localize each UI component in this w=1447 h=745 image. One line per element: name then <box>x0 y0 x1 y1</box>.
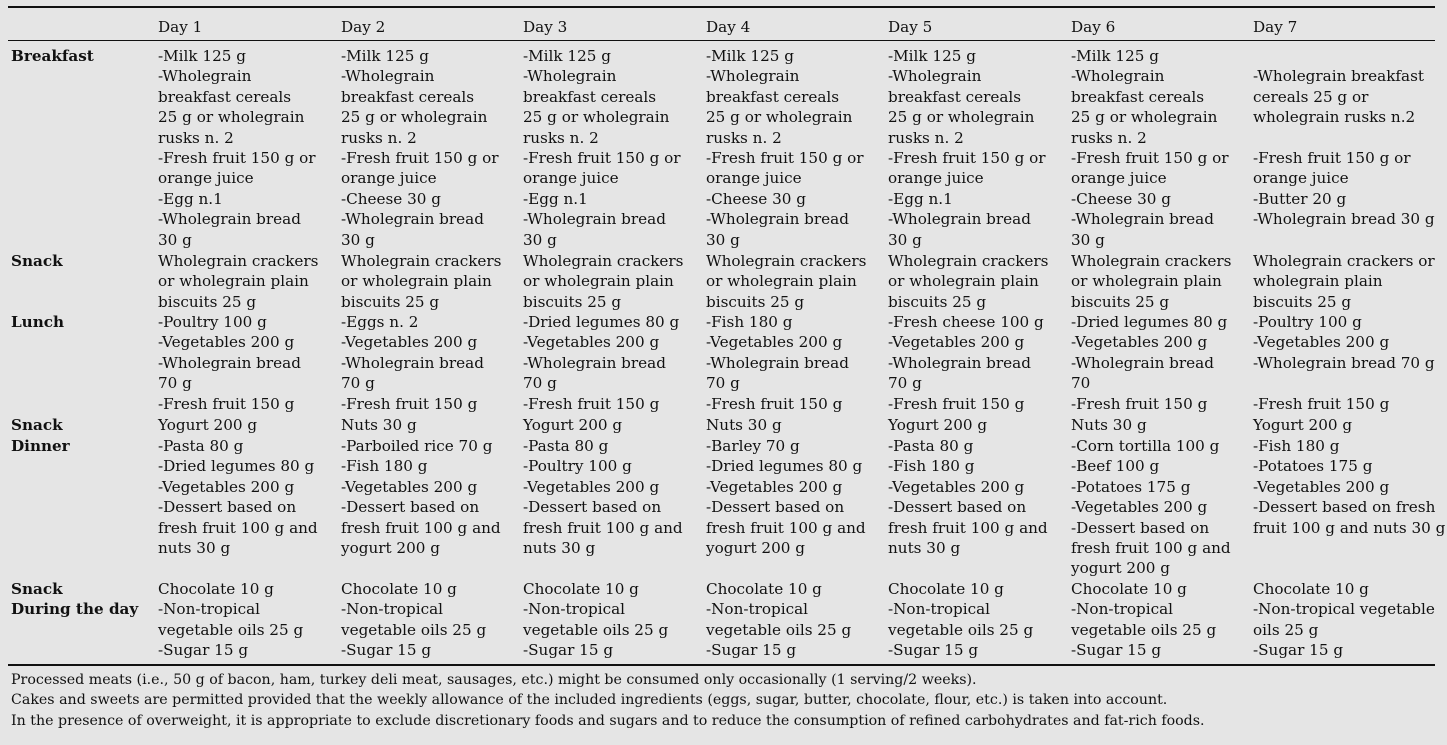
table-cell: Nuts 30 g <box>1071 416 1147 434</box>
table-cell: Yogurt 200 g <box>888 416 988 434</box>
table-cell: -Fresh cheese 100 g -Vegetables 200 g -Wholegrain bread 70 g -Fresh fruit 150 g <box>888 313 1044 413</box>
table-cell: Nuts 30 g <box>706 416 782 434</box>
table-cell: -Poultry 100 g -Vegetables 200 g -Wholegrain bread 70 g -Fresh fruit 150 g <box>1253 313 1435 413</box>
table-cell: Chocolate 10 g -Non-tropical vegetable oils 25 g -Sugar 15 g <box>706 580 852 660</box>
footnote: Processed meats (i.e., 50 g of bacon, ham, turkey deli meat, sausages, etc.) might be consumed only occasionally (1 serving/2 weeks). <box>11 672 977 688</box>
table-cell: -Milk 125 g -Wholegrain breakfast cereals 25 g or wholegrain rusks n. 2 -Fresh fruit 150 g or orange juice -Cheese 30 g -Wholegrain bread 30 g <box>341 47 499 249</box>
row-label: Breakfast <box>11 47 94 65</box>
row-label: Dinner <box>11 437 70 455</box>
row-label: Lunch <box>11 313 65 331</box>
table-cell: -Pasta 80 g -Dried legumes 80 g -Vegetables 200 g -Dessert based on fresh fruit 100 g and nuts 30 g <box>158 437 318 558</box>
table-cell: Chocolate 10 g -Non-tropical vegetable oils 25 g -Sugar 15 g <box>158 580 304 660</box>
row-label: Snack <box>11 580 63 598</box>
table-cell: Wholegrain crackers or wholegrain plain biscuits 25 g <box>523 252 684 311</box>
table-cell: Wholegrain crackers or wholegrain plain biscuits 25 g <box>888 252 1049 311</box>
column-header-day-3: Day 3 <box>523 18 568 36</box>
row-label: During the day <box>11 600 139 619</box>
column-header-day-6: Day 6 <box>1071 18 1116 36</box>
table-cell: Nuts 30 g <box>341 416 417 434</box>
table-cell: -Milk 125 g -Wholegrain breakfast cereals 25 g or wholegrain rusks n. 2 -Fresh fruit 150 g or orange juice -Egg n.1 -Wholegrain bread 30 g <box>888 47 1046 249</box>
table-cell: Chocolate 10 g -Non-tropical vegetable oils 25 g -Sugar 15 g <box>523 580 669 660</box>
footnote: Cakes and sweets are permitted provided that the weekly allowance of the included ingredients (eggs, sugar, butter, chocolate, flour, etc.) is taken into account. <box>11 692 1168 708</box>
column-header-day-1: Day 1 <box>158 18 203 36</box>
table-cell: Chocolate 10 g -Non-tropical vegetable oils 25 g -Sugar 15 g <box>888 580 1034 660</box>
row-label: Snack <box>11 416 63 434</box>
table-cell: -Eggs n. 2 -Vegetables 200 g -Wholegrain bread 70 g -Fresh fruit 150 g <box>341 313 484 413</box>
table-cell: -Poultry 100 g -Vegetables 200 g -Wholegrain bread 70 g -Fresh fruit 150 g <box>158 313 301 413</box>
table-cell: Wholegrain crackers or wholegrain plain biscuits 25 g <box>158 252 319 311</box>
row-label: Snack <box>11 252 63 270</box>
table-header-rule <box>8 40 1435 41</box>
table-cell: Chocolate 10 g -Non-tropical vegetable oils 25 g -Sugar 15 g <box>1071 580 1217 660</box>
table-cell: -Parboiled rice 70 g -Fish 180 g -Vegetables 200 g -Dessert based on fresh fruit 100 g and yogurt 200 g <box>341 437 501 558</box>
table-cell: -Fish 180 g -Vegetables 200 g -Wholegrain bread 70 g -Fresh fruit 150 g <box>706 313 849 413</box>
footnote: In the presence of overweight, it is appropriate to exclude discretionary foods and sugars and to reduce the consumption of refined carbohydrates and fat-rich foods. <box>11 713 1205 729</box>
table-cell: Chocolate 10 g -Non-tropical vegetable oils 25 g -Sugar 15 g <box>1253 580 1435 660</box>
table-top-rule <box>8 6 1435 8</box>
table-cell: Yogurt 200 g <box>523 416 623 434</box>
table-cell: -Pasta 80 g -Fish 180 g -Vegetables 200 g -Dessert based on fresh fruit 100 g and nuts 30 g <box>888 437 1048 558</box>
table-cell: -Corn tortilla 100 g -Beef 100 g -Potatoes 175 g -Vegetables 200 g -Dessert based on fresh fruit 100 g and yogurt 200 g <box>1071 437 1231 578</box>
column-header-day-5: Day 5 <box>888 18 933 36</box>
table-cell: Yogurt 200 g <box>158 416 258 434</box>
table-cell: -Milk 125 g -Wholegrain breakfast cereals 25 g or wholegrain rusks n. 2 -Fresh fruit 150 g or orange juice -Cheese 30 g -Wholegrain bread 30 g <box>706 47 864 249</box>
table-cell: Wholegrain crackers or wholegrain plain biscuits 25 g <box>341 252 502 311</box>
table-bottom-rule <box>8 664 1435 666</box>
table-cell: -Milk 125 g -Wholegrain breakfast cereals 25 g or wholegrain rusks n. 2 -Fresh fruit 150 g or orange juice -Egg n.1 -Wholegrain bread 30 g <box>158 47 316 249</box>
column-header-day-7: Day 7 <box>1253 18 1298 36</box>
table-cell: -Dried legumes 80 g -Vegetables 200 g -Wholegrain bread 70 -Fresh fruit 150 g <box>1071 313 1228 413</box>
table-cell: -Milk 125 g -Wholegrain breakfast cereals 25 g or wholegrain rusks n. 2 -Fresh fruit 150 g or orange juice -Egg n.1 -Wholegrain bread 30 g <box>523 47 681 249</box>
table-cell: -Fish 180 g -Potatoes 175 g -Vegetables 200 g -Dessert based on fresh fruit 100 g and nuts 30 g <box>1253 437 1446 537</box>
table-cell: -Dried legumes 80 g -Vegetables 200 g -Wholegrain bread 70 g -Fresh fruit 150 g <box>523 313 680 413</box>
table-cell: Wholegrain crackers or wholegrain plain biscuits 25 g <box>1071 252 1232 311</box>
table-cell: Chocolate 10 g -Non-tropical vegetable oils 25 g -Sugar 15 g <box>341 580 487 660</box>
table-cell: -Barley 70 g -Dried legumes 80 g -Vegetables 200 g -Dessert based on fresh fruit 100 g and yogurt 200 g <box>706 437 866 558</box>
table-cell: Wholegrain crackers or wholegrain plain biscuits 25 g <box>706 252 867 311</box>
column-header-day-2: Day 2 <box>341 18 386 36</box>
table-cell: -Wholegrain breakfast cereals 25 g or wholegrain rusks n.2 -Fresh fruit 150 g or orange juice -Butter 20 g -Wholegrain bread 30 g <box>1253 67 1435 229</box>
column-header-day-4: Day 4 <box>706 18 751 36</box>
table-cell: Wholegrain crackers or wholegrain plain biscuits 25 g <box>1253 252 1435 311</box>
table-cell: Yogurt 200 g <box>1253 416 1353 434</box>
table-cell: -Milk 125 g -Wholegrain breakfast cereals 25 g or wholegrain rusks n. 2 -Fresh fruit 150 g or orange juice -Cheese 30 g -Wholegrain bread 30 g <box>1071 47 1229 249</box>
table-cell: -Pasta 80 g -Poultry 100 g -Vegetables 200 g -Dessert based on fresh fruit 100 g and nuts 30 g <box>523 437 683 558</box>
